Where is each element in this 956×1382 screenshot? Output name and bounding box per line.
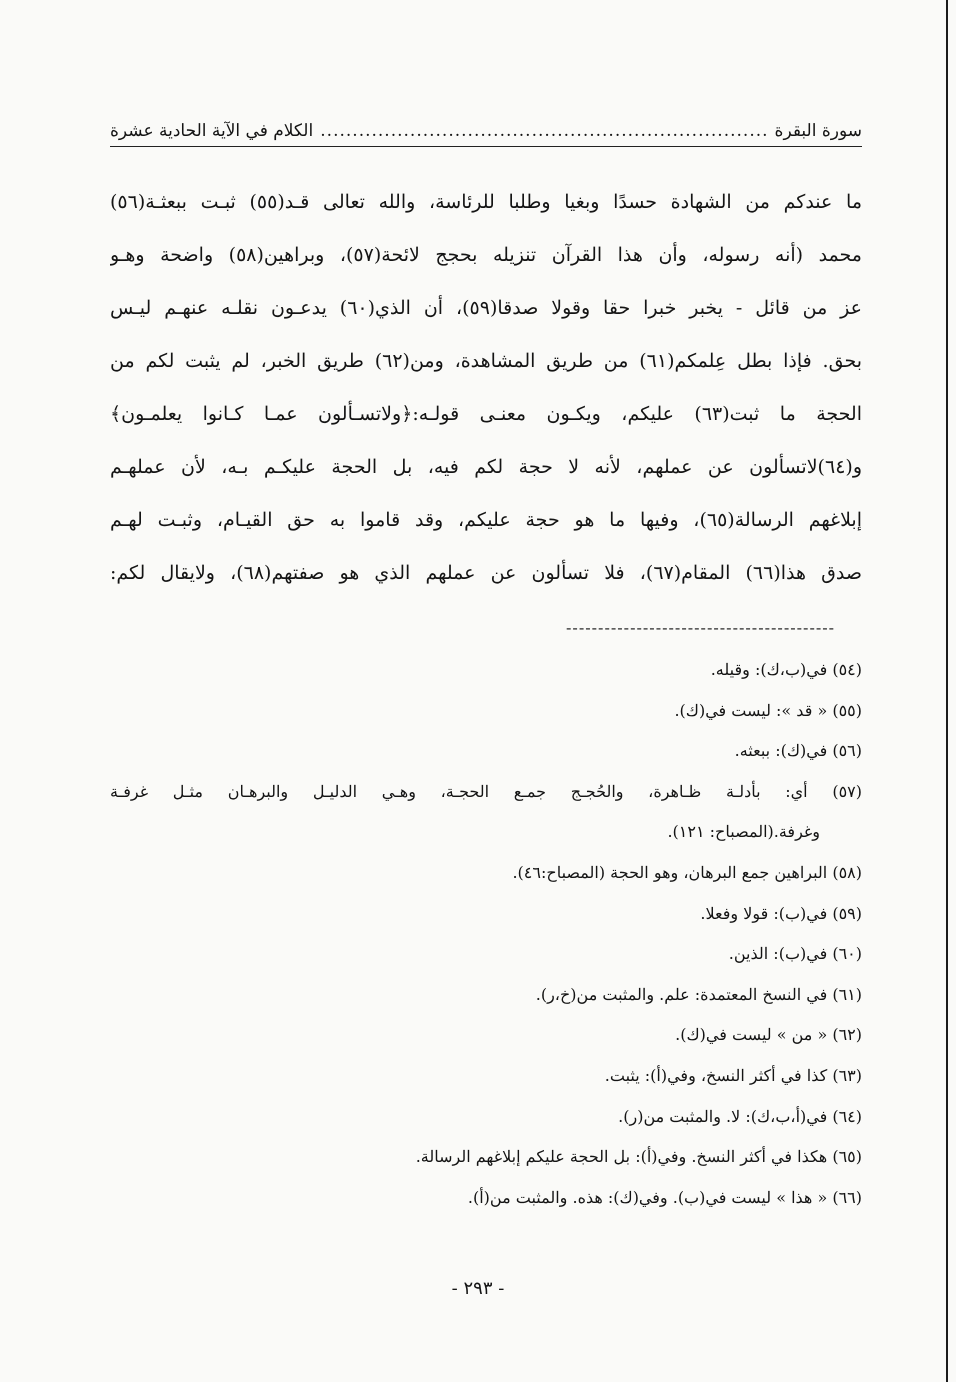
page-number: - ٢٩٣ - — [451, 1278, 505, 1299]
footnote-item: (٥٦) في(ك): ببعثه. — [734, 741, 862, 761]
footnote-item: (٥٤) في(ب،ك): وقيله. — [710, 660, 862, 679]
footnote-item: (٦٢) « من » ليست في(ك). — [675, 1025, 862, 1045]
main-text — [110, 176, 862, 600]
footnote-item: (٥٩) في(ب): قولا وفعلا. — [700, 903, 862, 923]
text-line: الحجة ما ثبت(٦٣) عليكم، ويكـون معنـى قولـه:﴿ولاتسـألون عمـا كـانوا يعلمـون﴾ — [110, 403, 862, 425]
footnote-separator — [566, 618, 862, 637]
footnote-item: (٦٣) كذا في أكثر النسخ، وفي(أ): يثبت. — [604, 1065, 862, 1085]
running-header — [110, 116, 862, 147]
footnote-item: (٥٥) « قد »: ليست في(ك). — [674, 700, 862, 720]
footnote-item: (٦١) في النسخ المعتمدة: علم. والمثبت من(خ،ر). — [535, 984, 862, 1004]
footnote-item: (٦٦) « هذا » ليست في(ب). وفي(ك): هذه. والمثبت من(أ). — [467, 1187, 862, 1207]
text-line: صدق هذا(٦٦) المقام(٦٧)، فلا تسألون عن عملهم الذي هو صفتهم(٦٨)، ولايقال لكم: — [110, 562, 862, 584]
footnote-item: (٥٨) البراهين جمع البرهان، وهو الحجة (المصباح:٤٦). — [512, 862, 862, 882]
footnote-continuation: وغرفة.(المصباح: ١٢١). — [667, 822, 820, 842]
header-surah-title: سورة البقرة — [774, 121, 862, 141]
text-line: محمد (أنه رسوله، وأن هذا القرآن تنزيله بحجج لائحة(٥٧)، وبراهين(٥٨) واضحة وهـو — [110, 244, 862, 266]
text-line: ما عندكم من الشهادة حسدًا وبغيا وطلبا للرئاسة، والله تعالى قـد(٥٥) ثبـت ببعثـة(٥٦) — [110, 191, 862, 213]
header-section-title: الكلام في الآية الحادية عشرة — [110, 121, 314, 141]
text-line: و(٦٤)لاتسألون عن عملهم، لأنه لا حجة لكم فيه، بل الحجة عليكـم بـه، لأن عملهـم — [110, 456, 862, 478]
header-dot-leader — [319, 121, 768, 141]
text-line: بحق. فإذا بطل عِلمكم(٦١) من طريق المشاهدة، ومن(٦٢) طريق الخبر، لم يثبت لكم من — [110, 350, 862, 372]
text-line: إبلاغهم الرسالة(٦٥)، وفيها ما هو حجة عليكم، وقد قاموا به حق القيـام، وثبـت لهـم — [110, 509, 862, 531]
text-line: عز من قائل - يخبر خبرا حقا وقولا صدقا(٥٩)، أن الذي(٦٠) يدعـون نقلـه عنهـم ليـس — [110, 297, 862, 319]
footnote-item: (٦٥) هكذا في أكثر النسخ. وفي(أ): بل الحجة عليكم إبلاغهم الرسالة. — [415, 1147, 862, 1167]
footnote-item: (٦٤) في(أ،ب،ك): لا. والمثبت من(ر). — [618, 1106, 862, 1126]
footnote-item: (٦٠) في(ب): الذين. — [728, 944, 862, 964]
footnotes — [110, 650, 862, 1218]
footnote-item: (٥٧) أي: بأدلـة ظـاهرة، والحُجـج جمـع الحجـة، وهـي الدليـل والبرهـان مثـل غرفـة — [110, 781, 862, 801]
